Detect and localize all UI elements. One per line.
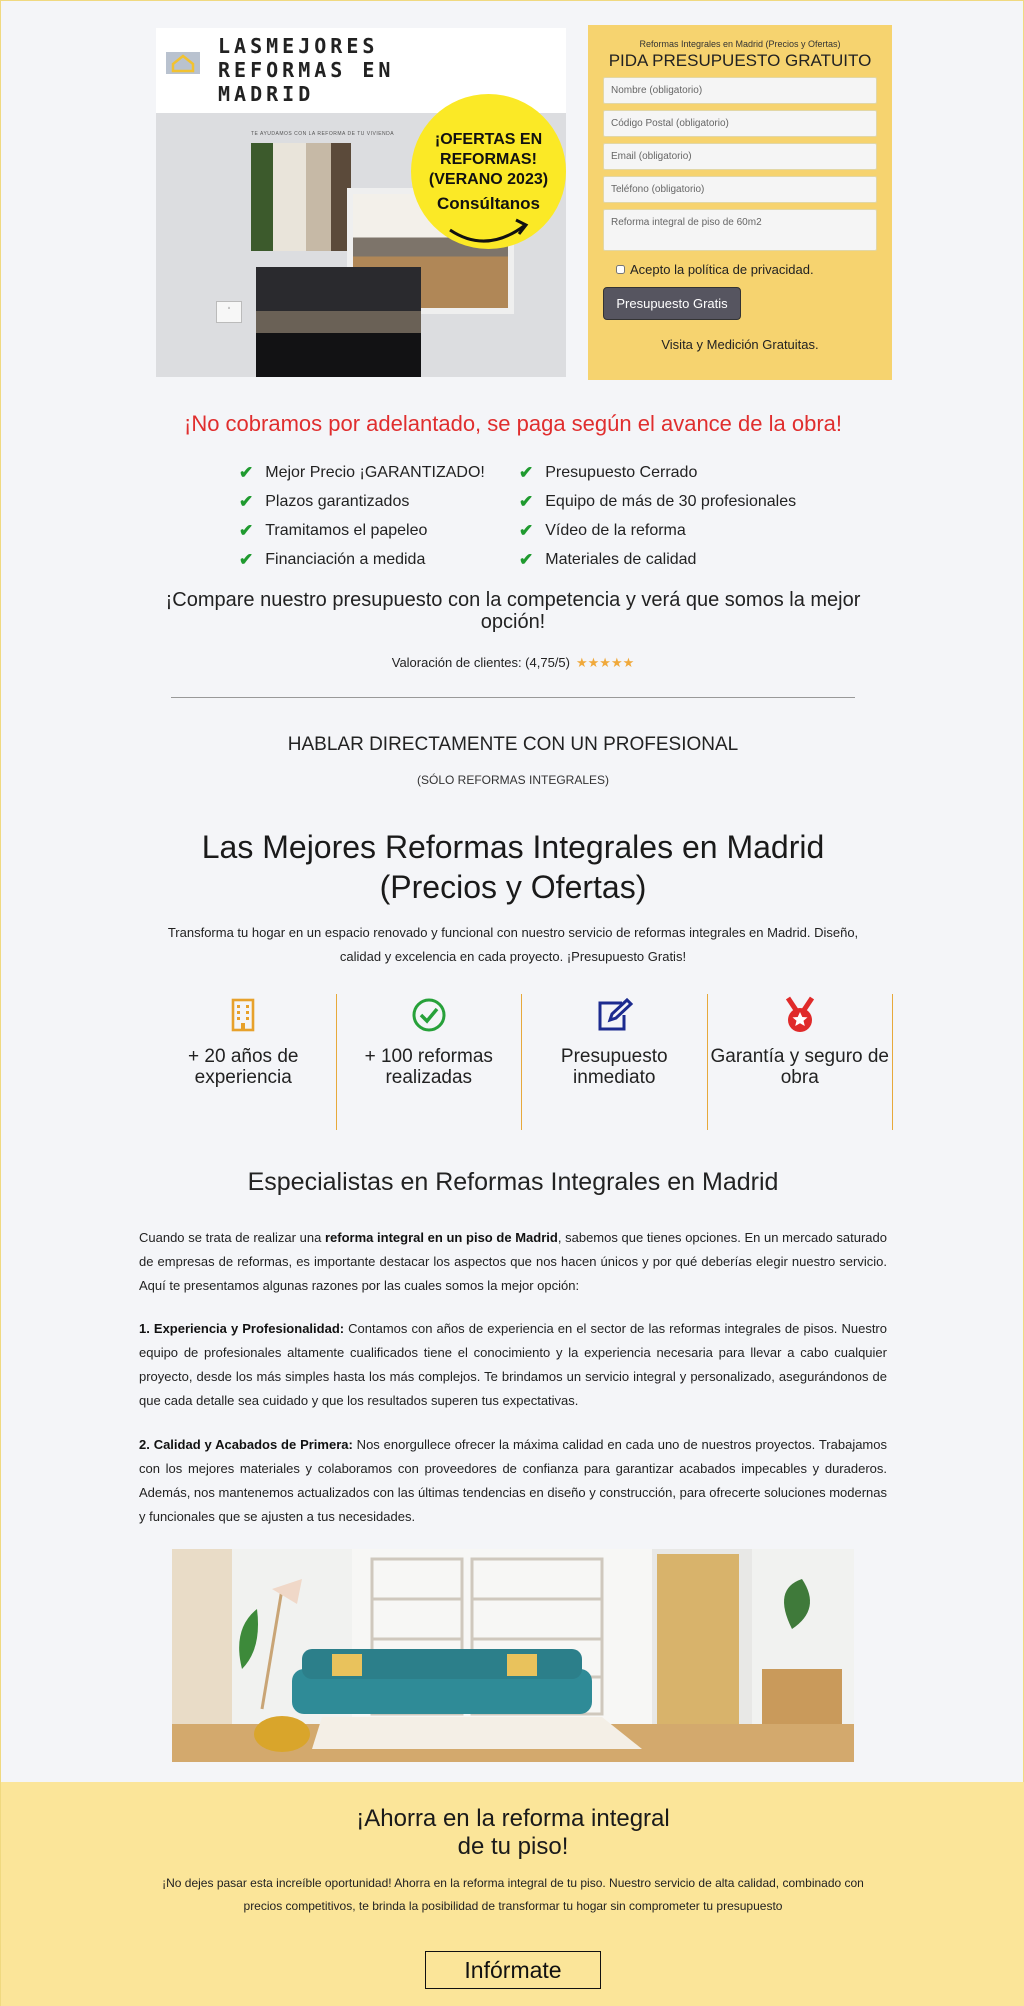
page-title: Las Mejores Reformas Integrales en Madrid (Precios y Ofertas)	[201, 829, 825, 905]
benefit-label: Presupuesto Cerrado	[545, 463, 698, 481]
rating-stars-icon: ★★★★★	[575, 655, 635, 670]
feature-label: + 20 años de experiencia	[188, 1046, 299, 1088]
specialists-paragraph-3	[139, 1433, 887, 1529]
text: Cuando se trata de realizar una	[139, 1230, 325, 1245]
curved-arrow-icon	[446, 210, 531, 250]
hero-banner-image	[156, 28, 566, 377]
highlight: 1. Experiencia y Profesionalidad:	[139, 1321, 345, 1336]
speak-heading: HABLAR DIRECTAMENTE CON UN PROFESIONAL	[287, 734, 739, 755]
check-icon: ✔	[239, 520, 254, 540]
benefit-label: Mejor Precio ¡GARANTIZADO!	[265, 463, 485, 481]
specialists-title: Especialistas en Reformas Integrales en Madrid	[247, 1168, 779, 1196]
form-note: Visita y Medición Gratuitas.	[661, 337, 819, 352]
benefit-item	[239, 521, 519, 540]
benefit-label: Tramitamos el papeleo	[265, 521, 428, 539]
benefits-list	[239, 463, 819, 569]
savings-title	[1, 1805, 1024, 1861]
benefit-item	[239, 463, 519, 482]
offer-cta: Consúltanos	[437, 193, 540, 213]
phone-field[interactable]	[603, 176, 877, 203]
text: , sabemos que tienes opciones. En un mercado saturado de empresas de reformas, es importante destacar los aspectos que nos hacen únicos y por qué deberías elegir nuestro servicio. Aquí te presentamos algunas razones por las cuales somos la mejor opción:	[139, 1230, 887, 1293]
text: Contamos con años de experiencia en el sector de las reformas integrales de pisos. Nuestro equipo de profesionales altamente cualificados tiene el conocimiento y la experiencia necesaria para llevar a cabo cualquier proyecto, desde los más simples hasta los más complejos. Te brindamos un servicio integral y personalizado, asegurándonos de que cada detalle sea cuidado y que los resultados superen tus expectativas.	[139, 1321, 887, 1408]
name-field[interactable]	[603, 77, 877, 104]
benefit-label: Vídeo de la reforma	[545, 521, 686, 539]
text: Nos enorgullece ofrecer la máxima calidad en cada uno de nuestros proyectos. Trabajamos con los mejores materiales y colaboramos con proveedores de confianza para garantizar acabados impecables y duraderos. Además, nos mantenemos actualizados con las últimas tendencias en diseño y construcción, para ofrecerte soluciones modernas y funcionales que se ajusten a tus necesidades.	[139, 1437, 887, 1524]
building-icon	[231, 996, 255, 1034]
customer-rating	[1, 655, 1024, 671]
highlight: reforma integral en un piso de Madrid	[324, 1230, 558, 1245]
form-title: PIDA PRESUPUESTO GRATUITO	[608, 51, 872, 70]
interior-photo-3	[256, 267, 421, 377]
savings-title-line: de tu piso!	[457, 1833, 569, 1860]
check-icon: ✔	[239, 491, 254, 511]
compare-statement: ¡Compare nuestro presupuesto con la competencia y verá que somos la mejor opción!	[165, 589, 861, 633]
privacy-label: Acepto la política de privacidad.	[630, 262, 814, 277]
check-icon: ✔	[519, 462, 534, 482]
offer-line: REFORMAS!	[440, 150, 537, 168]
feature-label: + 100 reformas realizadas	[364, 1046, 493, 1088]
benefit-label: Financiación a medida	[265, 550, 426, 568]
check-circle-icon	[411, 996, 447, 1034]
highlight: 2. Calidad y Acabados de Primera:	[139, 1437, 353, 1452]
submit-quote-button[interactable]: Presupuesto Gratis	[603, 287, 741, 320]
small-badge-icon: ⌂	[216, 301, 242, 323]
check-icon: ✔	[239, 462, 254, 482]
no-advance-notice: ¡No cobramos por adelantado, se paga según el avance de la obra!	[184, 411, 842, 436]
benefit-label: Plazos garantizados	[265, 492, 410, 510]
benefit-item	[239, 492, 519, 511]
feature-reforms	[337, 994, 523, 1130]
check-icon: ✔	[519, 491, 534, 511]
benefit-item	[519, 492, 799, 511]
check-icon: ✔	[519, 520, 534, 540]
benefit-item	[239, 550, 519, 569]
brand-name: LASMEJORES REFORMAS EN MADRID	[218, 34, 395, 106]
feature-warranty	[708, 994, 894, 1130]
house-logo-icon	[166, 50, 200, 76]
message-field[interactable]	[603, 209, 877, 251]
feature-label: Garantía y seguro de obra	[710, 1046, 889, 1088]
edit-icon	[594, 996, 634, 1034]
form-kicker: Reformas Integrales en Madrid (Precios y Ofertas)	[639, 39, 841, 49]
quote-form	[588, 25, 892, 380]
savings-text: ¡No dejes pasar esta increíble oportunidad! Ahorra en la reforma integral de tu piso. Nuestro servicio de alta calidad, combinado con precios competitivos, te brinda la posibilidad de transformar tu hogar sin comprometer tu presupuesto	[162, 1876, 864, 1913]
hero-subtitle: TE AYUDAMOS CON LA REFORMA DE TU VIVIENDA	[251, 131, 395, 137]
savings-section	[1, 1782, 1024, 2006]
feature-label: Presupuesto inmediato	[560, 1046, 668, 1088]
offer-line: ¡OFERTAS EN	[434, 130, 543, 148]
email-field[interactable]	[603, 143, 877, 170]
check-icon: ✔	[239, 549, 254, 569]
privacy-checkbox[interactable]	[616, 265, 625, 274]
feature-experience	[151, 994, 337, 1130]
savings-title-line: ¡Ahorra en la reforma integral	[356, 1805, 670, 1832]
medal-icon	[782, 996, 818, 1034]
privacy-consent[interactable]	[616, 262, 877, 277]
benefit-label: Equipo de más de 30 profesionales	[545, 492, 797, 510]
feature-budget	[522, 994, 708, 1130]
specialists-paragraph-1	[139, 1226, 887, 1298]
benefit-item	[519, 550, 799, 569]
benefit-label: Materiales de calidad	[545, 550, 697, 568]
benefit-item	[519, 521, 799, 540]
benefit-item	[519, 463, 799, 482]
divider	[171, 697, 855, 698]
intro-text: Transforma tu hogar en un espacio renovado y funcional con nuestro servicio de reformas integrales en Madrid. Diseño, calidad y excelencia en cada proyecto. ¡Presupuesto Gratis!	[167, 925, 859, 964]
specialists-paragraph-2	[139, 1317, 887, 1413]
interior-photo-1	[251, 143, 351, 251]
features-row	[151, 994, 893, 1130]
rating-label: Valoración de clientes: (4,75/5)	[391, 655, 570, 670]
check-icon: ✔	[519, 549, 534, 569]
postal-code-field[interactable]	[603, 110, 877, 137]
offer-line: (VERANO 2023)	[428, 170, 549, 188]
living-room-image	[172, 1549, 854, 1762]
speak-subheading: (SÓLO REFORMAS INTEGRALES)	[416, 773, 610, 787]
info-button[interactable]: Infórmate	[425, 1951, 601, 1989]
